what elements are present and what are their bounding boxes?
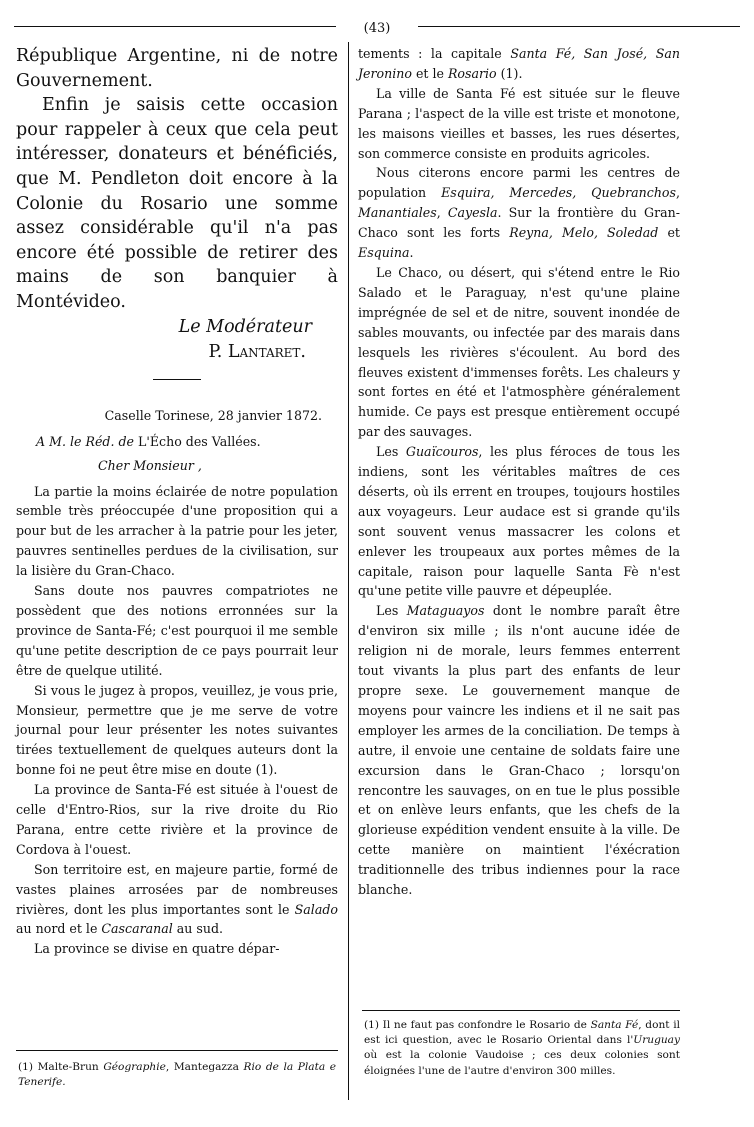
opening-paragraph-continued: République Argentine, ni de notre Gouvernement. bbox=[16, 46, 338, 91]
paragraph: Sans doute nos pauvres compatriotes ne possèdent que des notions erronnées sur la province de Santa-Fé; c'est pourquoi il me semble qu'une petite description de ce pays pourrait leur être de quelque utilité. bbox=[16, 583, 338, 678]
letter-dateline: Caselle Torinese, 28 janvier 1872. bbox=[104, 407, 322, 423]
opening-paragraph-enfin: Enfin je saisis cette occasion pour rappeler à ceux que cela peut intéresser, donateurs et bénéficiés, que M. Pendleton doit encore à la Colonie du Rosario une somme assez considérable qu'il n'a pas encore été possible de retirer des mains de son banquier à Montévideo. bbox=[16, 95, 338, 312]
signature-title: Le Modérateur bbox=[178, 316, 312, 337]
address-rest: L'Écho des Vallées. bbox=[134, 433, 261, 449]
column-divider bbox=[348, 42, 349, 1100]
letter-salutation: Cher Monsieur , bbox=[98, 457, 202, 473]
paragraph: La province de Santa-Fé est située à l'ouest de celle d'Entro-Rios, sur la rive droite du Rio Parana, entre cette rivière et la province de Cordova à l'ouest. bbox=[16, 782, 338, 857]
left-column bbox=[16, 44, 338, 959]
paragraph: La partie la moins éclairée de notre population semble très préoccupée d'une proposition qui a pour but de les arracher à la patrie pour les jeter, pauvres sentinelles perdues de la civilisation, sur la lisière du Gran-Chaco. bbox=[16, 483, 338, 579]
page-header bbox=[14, 17, 740, 35]
header-rule-right bbox=[418, 26, 740, 27]
paragraph: tements : la capitale Santa Fé, San José, San Jeronino et le Rosario (1). bbox=[358, 46, 680, 81]
paragraph: Nous citerons encore parmi les centres de population Esquira, Mercedes, Quebranchos, Manantiales, Cayesla. Sur la frontière du Gran-Chaco sont les forts Reyna, Melo, Soledad et Esquina. bbox=[358, 165, 680, 261]
paragraph: Son territoire est, en majeure partie, formé de vastes plaines arrosées par de nombreuses rivières, dont les plus importantes sont le Salado au nord et le Cascaranal au sud. bbox=[16, 861, 338, 937]
page-number: (43) bbox=[360, 20, 395, 38]
paragraph: La province se divise en quatre dépar- bbox=[34, 941, 280, 957]
paragraph: La ville de Santa Fé est située sur le fleuve Parana ; l'aspect de la ville est triste et monotone, les maisons vieilles et basses, les rues désertes, son commerce consiste en produits agricoles. bbox=[358, 85, 680, 161]
signature-name: P. Lantaret. bbox=[208, 341, 306, 362]
letter-address bbox=[16, 432, 338, 452]
header-rule-left bbox=[14, 26, 336, 27]
footnote-rule-left bbox=[16, 1050, 338, 1051]
address-italic: A M. le Réd. de bbox=[36, 433, 135, 449]
footnote-left: (1) Malte-Brun Géographie, Mantegazza Rio de la Plata e Tenerife. bbox=[18, 1061, 336, 1089]
paragraph: Le Chaco, ou désert, qui s'étend entre le Rio Salado et le Paraguay, n'est qu'une plaine imprégnée de sel et de nitre, souvent inondée de sables mouvants, ou infectée par des marais dans lesquels les rivières s'écoulent. Au bord des fleuves existent d'immenses forêts. Les chaleurs y sont fortes en été et l'atmosphère généralement humide. Ce pays est presque entièrement occupé par des sauvages. bbox=[358, 264, 680, 440]
right-column bbox=[358, 44, 680, 900]
letter-body-left bbox=[16, 482, 338, 960]
footnote-rule-right bbox=[362, 1010, 680, 1011]
paragraph: Les Mataguayos dont le nombre paraît être d'environ six mille ; ils n'ont aucune idée de religion ni de morale, leurs femmes enterrent tout vivants la plus part des enfants de leur propre sexe. Le gouvernement manque de moyens pour vaincre les indiens et il ne sait pas employer les armes de la conciliation. De temps à autre, il envoie une centaine de soldats faire une excursion dans le Gran-Chaco ; lorsqu'on rencontre les sauvages, on en tue le plus possible et on enlève leurs enfants, que les chefs de la glorieuse expédition vendent ensuite à la ville. De cette manière on maintient l'éxécration traditionnelle des tribus indiennes pour la race blanche. bbox=[358, 603, 680, 898]
opening-section bbox=[16, 44, 338, 315]
paragraph: Si vous le jugez à propos, veuillez, je vous prie, Monsieur, permettre que je me serve de votre journal pour leur présenter les notes suivantes tirées textuellement de quelques auteurs dont la bonne foi ne peut être mise en doute (1). bbox=[16, 682, 338, 778]
footnote-right: (1) Il ne faut pas confondre le Rosario de Santa Fé, dont il est ici question, avec le Rosario Oriental dans l'Uruguay où est la colonie Vaudoise ; ces deux colonies sont éloignées l'une de l'autre d'environ 300 milles. bbox=[364, 1019, 680, 1077]
paragraph: Les Guaïcouros, les plus féroces de tous les indiens, sont les véritables maîtres de ces déserts, où ils errent en troupes, toujours hostiles aux voyageurs. Leur audace est si grande qu'ils sont souvent venus massacrer les colons et enlever les troupeaux aux portes mêmes de la capitale, raison pour laquelle Santa Fè n'est qu'une petite ville pauvre et dépeuplée. bbox=[358, 444, 680, 599]
section-separator bbox=[153, 379, 201, 380]
